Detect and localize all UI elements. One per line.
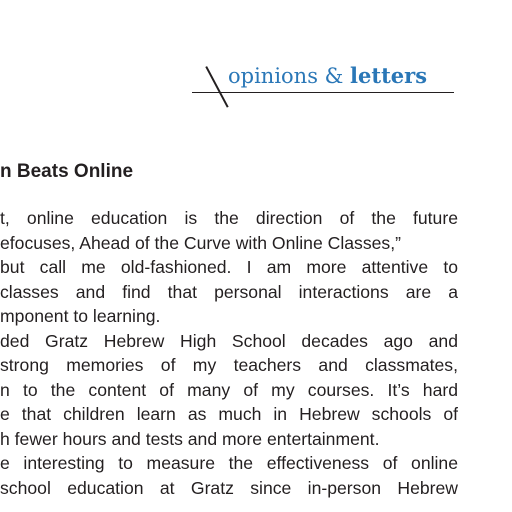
body-line: school education at Gratz since in-person Hebrew — [0, 477, 458, 498]
body-line: but call me old-fashioned. I am more attentive to — [0, 257, 458, 277]
body-line: e interesting to measure the effectiveness of online — [0, 453, 458, 473]
body-line: strong memories of my teachers and classmates, — [0, 355, 458, 375]
body-line: classes and find that personal interactions are a — [0, 281, 458, 302]
body-line: efocuses, Ahead of the Curve with Online Classes,” — [0, 232, 401, 253]
section-title-bold: letters — [350, 63, 428, 88]
body-line: t, online education is the direction of the future — [0, 208, 458, 228]
body-line: e that children learn as much in Hebrew schools of — [0, 404, 458, 424]
body-line: ded Gratz Hebrew High School decades ago and — [0, 330, 458, 351]
article-title: n Beats Online — [0, 161, 134, 182]
section-title-plain: opinions & — [228, 64, 351, 88]
header-rule — [192, 92, 454, 93]
article-body — [0, 206, 458, 500]
body-line: mponent to learning. — [0, 306, 161, 326]
body-line: n to the content of many of my courses. It’s hard — [0, 379, 458, 400]
section-title — [228, 62, 427, 90]
section-header — [0, 0, 512, 120]
body-line: h fewer hours and tests and more entertainment. — [0, 428, 380, 449]
header-slash-decoration — [205, 66, 228, 107]
